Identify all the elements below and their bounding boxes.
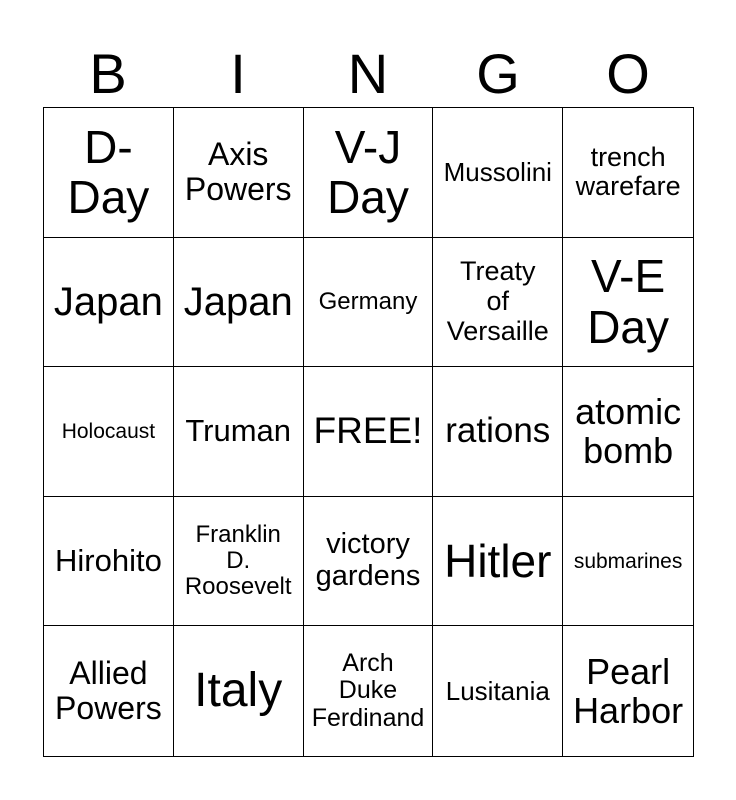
bingo-header	[43, 40, 693, 108]
cell-label: Axis Powers	[184, 136, 292, 208]
bingo-cell[interactable]	[563, 626, 693, 756]
cell-label: D- Day	[67, 120, 150, 224]
cell-label: Truman	[185, 413, 292, 449]
cell-label: V-J Day	[327, 120, 409, 224]
bingo-cell[interactable]	[44, 108, 174, 238]
cell-label: Holocaust	[61, 419, 156, 443]
bingo-cell[interactable]	[174, 367, 304, 497]
cell-label: victory gardens	[315, 528, 421, 593]
cell-label: atomic bomb	[575, 390, 682, 472]
header-letter-o: O	[606, 42, 650, 105]
cell-label: Japan	[183, 279, 293, 324]
cell-label: Hirohito	[54, 543, 162, 579]
bingo-card-grid	[43, 107, 694, 757]
bingo-cell[interactable]	[304, 626, 434, 756]
bingo-cell[interactable]	[433, 626, 563, 756]
cell-label: Franklin D. Roosevelt	[184, 520, 292, 601]
bingo-cell[interactable]	[304, 108, 434, 238]
bingo-cell[interactable]	[44, 367, 174, 497]
bingo-cell[interactable]	[174, 497, 304, 627]
bingo-cell[interactable]	[174, 626, 304, 756]
cell-label: Italy	[194, 663, 283, 717]
cell-label: Allied Powers	[55, 655, 162, 727]
cell-label: V-E Day	[587, 250, 669, 353]
cell-label: submarines	[573, 549, 683, 573]
bingo-cell[interactable]	[563, 497, 693, 627]
bingo-cell[interactable]	[433, 367, 563, 497]
cell-label: FREE!	[313, 410, 423, 452]
bingo-cell[interactable]	[304, 238, 434, 368]
bingo-cell[interactable]	[44, 497, 174, 627]
header-letter-g: G	[476, 42, 520, 105]
cell-label: Lusitania	[445, 675, 550, 706]
bingo-cell[interactable]	[433, 497, 563, 627]
bingo-cell[interactable]	[563, 238, 693, 368]
cell-label: trench warefare	[575, 141, 681, 202]
bingo-cell[interactable]	[174, 108, 304, 238]
cell-label: Germany	[318, 287, 418, 315]
cell-label: Hitler	[444, 534, 552, 587]
bingo-cell[interactable]	[304, 497, 434, 627]
header-letter-n: N	[347, 42, 389, 105]
bingo-cell[interactable]	[304, 367, 434, 497]
bingo-cell[interactable]	[563, 367, 693, 497]
header-letter-b: B	[89, 42, 127, 105]
cell-label: Arch Duke Ferdinand	[311, 648, 425, 732]
cell-label: Pearl Harbor	[573, 650, 684, 732]
cell-label: Mussolini	[443, 157, 552, 187]
cell-label: rations	[445, 411, 551, 451]
bingo-cell[interactable]	[433, 238, 563, 368]
bingo-cell[interactable]	[44, 238, 174, 368]
header-letter-i: I	[230, 42, 246, 105]
bingo-cell[interactable]	[174, 238, 304, 368]
bingo-cell[interactable]	[433, 108, 563, 238]
cell-label: Japan	[53, 279, 163, 324]
bingo-cell[interactable]	[44, 626, 174, 756]
cell-label: Treaty of Versaille	[446, 256, 549, 346]
bingo-cell[interactable]	[563, 108, 693, 238]
